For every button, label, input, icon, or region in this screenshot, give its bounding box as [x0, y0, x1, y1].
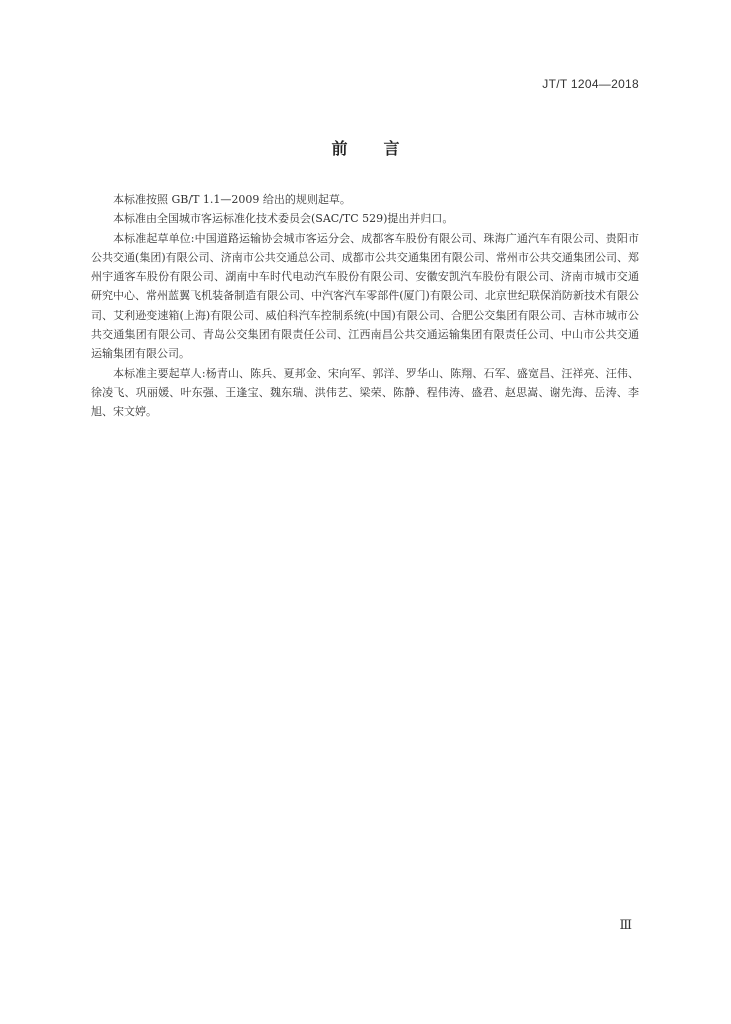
page-title: 前言	[331, 139, 436, 158]
preface-body	[91, 190, 639, 422]
paragraph-drafting-rules: 本标准按照 GB/T 1.1—2009 给出的规则起草。	[113, 193, 351, 206]
paragraph-drafters: 本标准主要起草人:杨青山、陈兵、夏邦金、宋向军、郭洋、罗华山、陈翔、石军、盛宽昌、汪祥亮、汪伟、徐凌飞、巩丽媛、叶东强、王逢宝、魏东瑞、洪伟艺、梁荣、陈静、程伟涛、盛君、赵思嵩、谢先海、岳涛、李旭、宋文婷。	[91, 366, 639, 419]
page-number: Ⅲ	[619, 918, 632, 933]
standard-number: JT/T 1204—2018	[542, 77, 639, 91]
paragraph-proposer: 本标准由全国城市客运标准化技术委员会(SAC/TC 529)提出并归口。	[113, 212, 454, 226]
paragraph-drafting-units: 本标准起草单位:中国道路运输协会城市客运分会、成都客车股份有限公司、珠海广通汽车有限公司、贵阳市公共交通(集团)有限公司、济南市公共交通总公司、成都市公共交通集团有限公司、常州市公共交通集团公司、郑州宇通客车股份有限公司、湖南中车时代电动汽车股份有限公司、安徽安凯汽车股份有限公司、济南市城市交通研究中心、常州蓝翼飞机装备制造有限公司、中汽客汽车零部件(厦门)有限公司、北京世纪联保消防新技术有限公司、艾利逊变速箱(上海)有限公司、威伯科汽车控制系统(中国)有限公司、合肥公交集团有限公司、吉林市城市公共交通集团有限公司、青岛公交集团有限责任公司、江西南昌公共交通运输集团有限责任公司、中山市公共交通运输集团有限公司。	[91, 231, 639, 361]
